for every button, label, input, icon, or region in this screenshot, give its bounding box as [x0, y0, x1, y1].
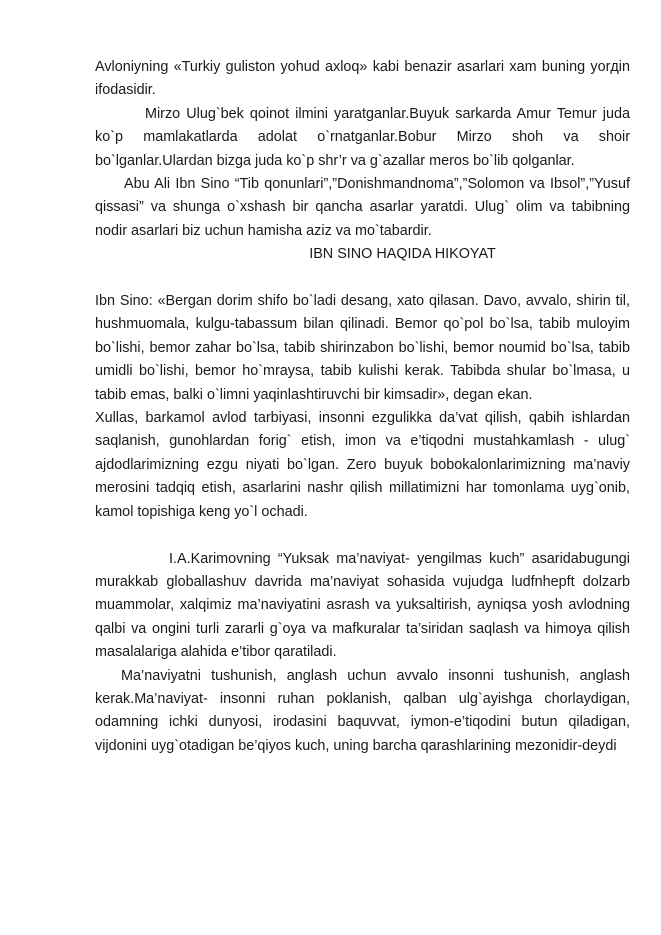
blank-line [95, 524, 630, 547]
paragraph-manaviyat: Ma’naviyatni tushunish, anglash uchun avvalo insonni tushunish, anglash kerak.Ma’naviyat- insonni ruhan poklanish, qalban ulg`ayishga chorlaydigan, odamning ichki dunyosi, irodasini baquvvat, iymon-e’tiqodini butun qiladigan, vijdonini uyg`otadigan be’qiyos kuch, uning barcha qarashlarining mezonidir-deydi [95, 667, 630, 754]
blank-line [95, 267, 630, 290]
section-heading: IBN SINO HAQIDA HIKOYAT [309, 246, 496, 263]
paragraph-ibn-sino-works: Abu Ali Ibn Sino “Tib qonunlari”,”Donishmandnoma”,”Solomon va Ibsol”,”Yusuf qissasi” va shunga o`xshash bir qancha asarlar yaratdi. Ulug` olim va tabibning nodir asarlari biz uchun hamisha aziz va mo`tabardir. [95, 176, 630, 239]
paragraph-ibn-sino-quote: Ibn Sino: «Bergan dorim shifo bo`ladi desang, xato qilasan. Davo, avvalo, shirin til, hushmuomala, kulgu-tabassum bilan qilinadi. Bemor qo`pol bo`lsa, tabib muloyim bo`lishi, bemor zahar bo`lsa, tabib shirinzabon bo`lishi, bemor noumid bo`lsa, tabib umidli bo`lishi, bemor ho`mraysa, tabib kulishi kerak. Tabibda shular bo`lmasa, u tabib emas, balki o`limni yaqinlashtiruvchi bir kimsadir», degan ekan. [95, 293, 630, 403]
paragraph-avloniy: Avloniyning «Turkiy guliston yohud axloq» kabi benazir asarlari хam buning yorдin ifodasidir. [95, 59, 630, 99]
paragraph-ulugbek: Mirzo Ulug`bek qoinot ilmini yaratganlar.Buyuk sarkarda Amur Temur juda ko`p mamlakatlarda adolat o`rnatganlar.Bobur Mirzo shoh va shoir bo`lganlar.Ulardan bizga juda ko`p shr’r va g`azallar meros bo`lib qolganlar. [95, 105, 630, 169]
paragraph-karimov: I.A.Karimovning “Yuksak ma’naviyat- yengilmas kuch” asaridabugungi murakkab globallashuv davrida ma’naviyat sohasida vujudga ludfnhepft dolzarb muammolar, xalqimiz ma’naviyatini asrash va yuksaltirish, ayniqsa yosh avlodning qalbi va ongini turli zararli g`oya va mafkuralar ta’siridan saqlash va himoya qilish masalalariga alahida e’tibor qaratiladi. [95, 550, 630, 661]
document-page [95, 56, 630, 758]
paragraph-xullas: Xullas, barkamol avlod tarbiyasi, insonni ezgulikka da’vat qilish, qabih ishlardan saqlanish, gunohlardan forig` etish, imon va e’tiqodni mustahkamlash - ulug` ajdodlarimizning ezgu niyati bo`lgan. Zero buyuk bobokalonlarimizning ma’naviy merosini tadqiq etish, asarlarini nashr qilish millatimizni har tomonlama uyg`onib, kamol topishiga keng yo`l ochadi. [95, 410, 630, 520]
